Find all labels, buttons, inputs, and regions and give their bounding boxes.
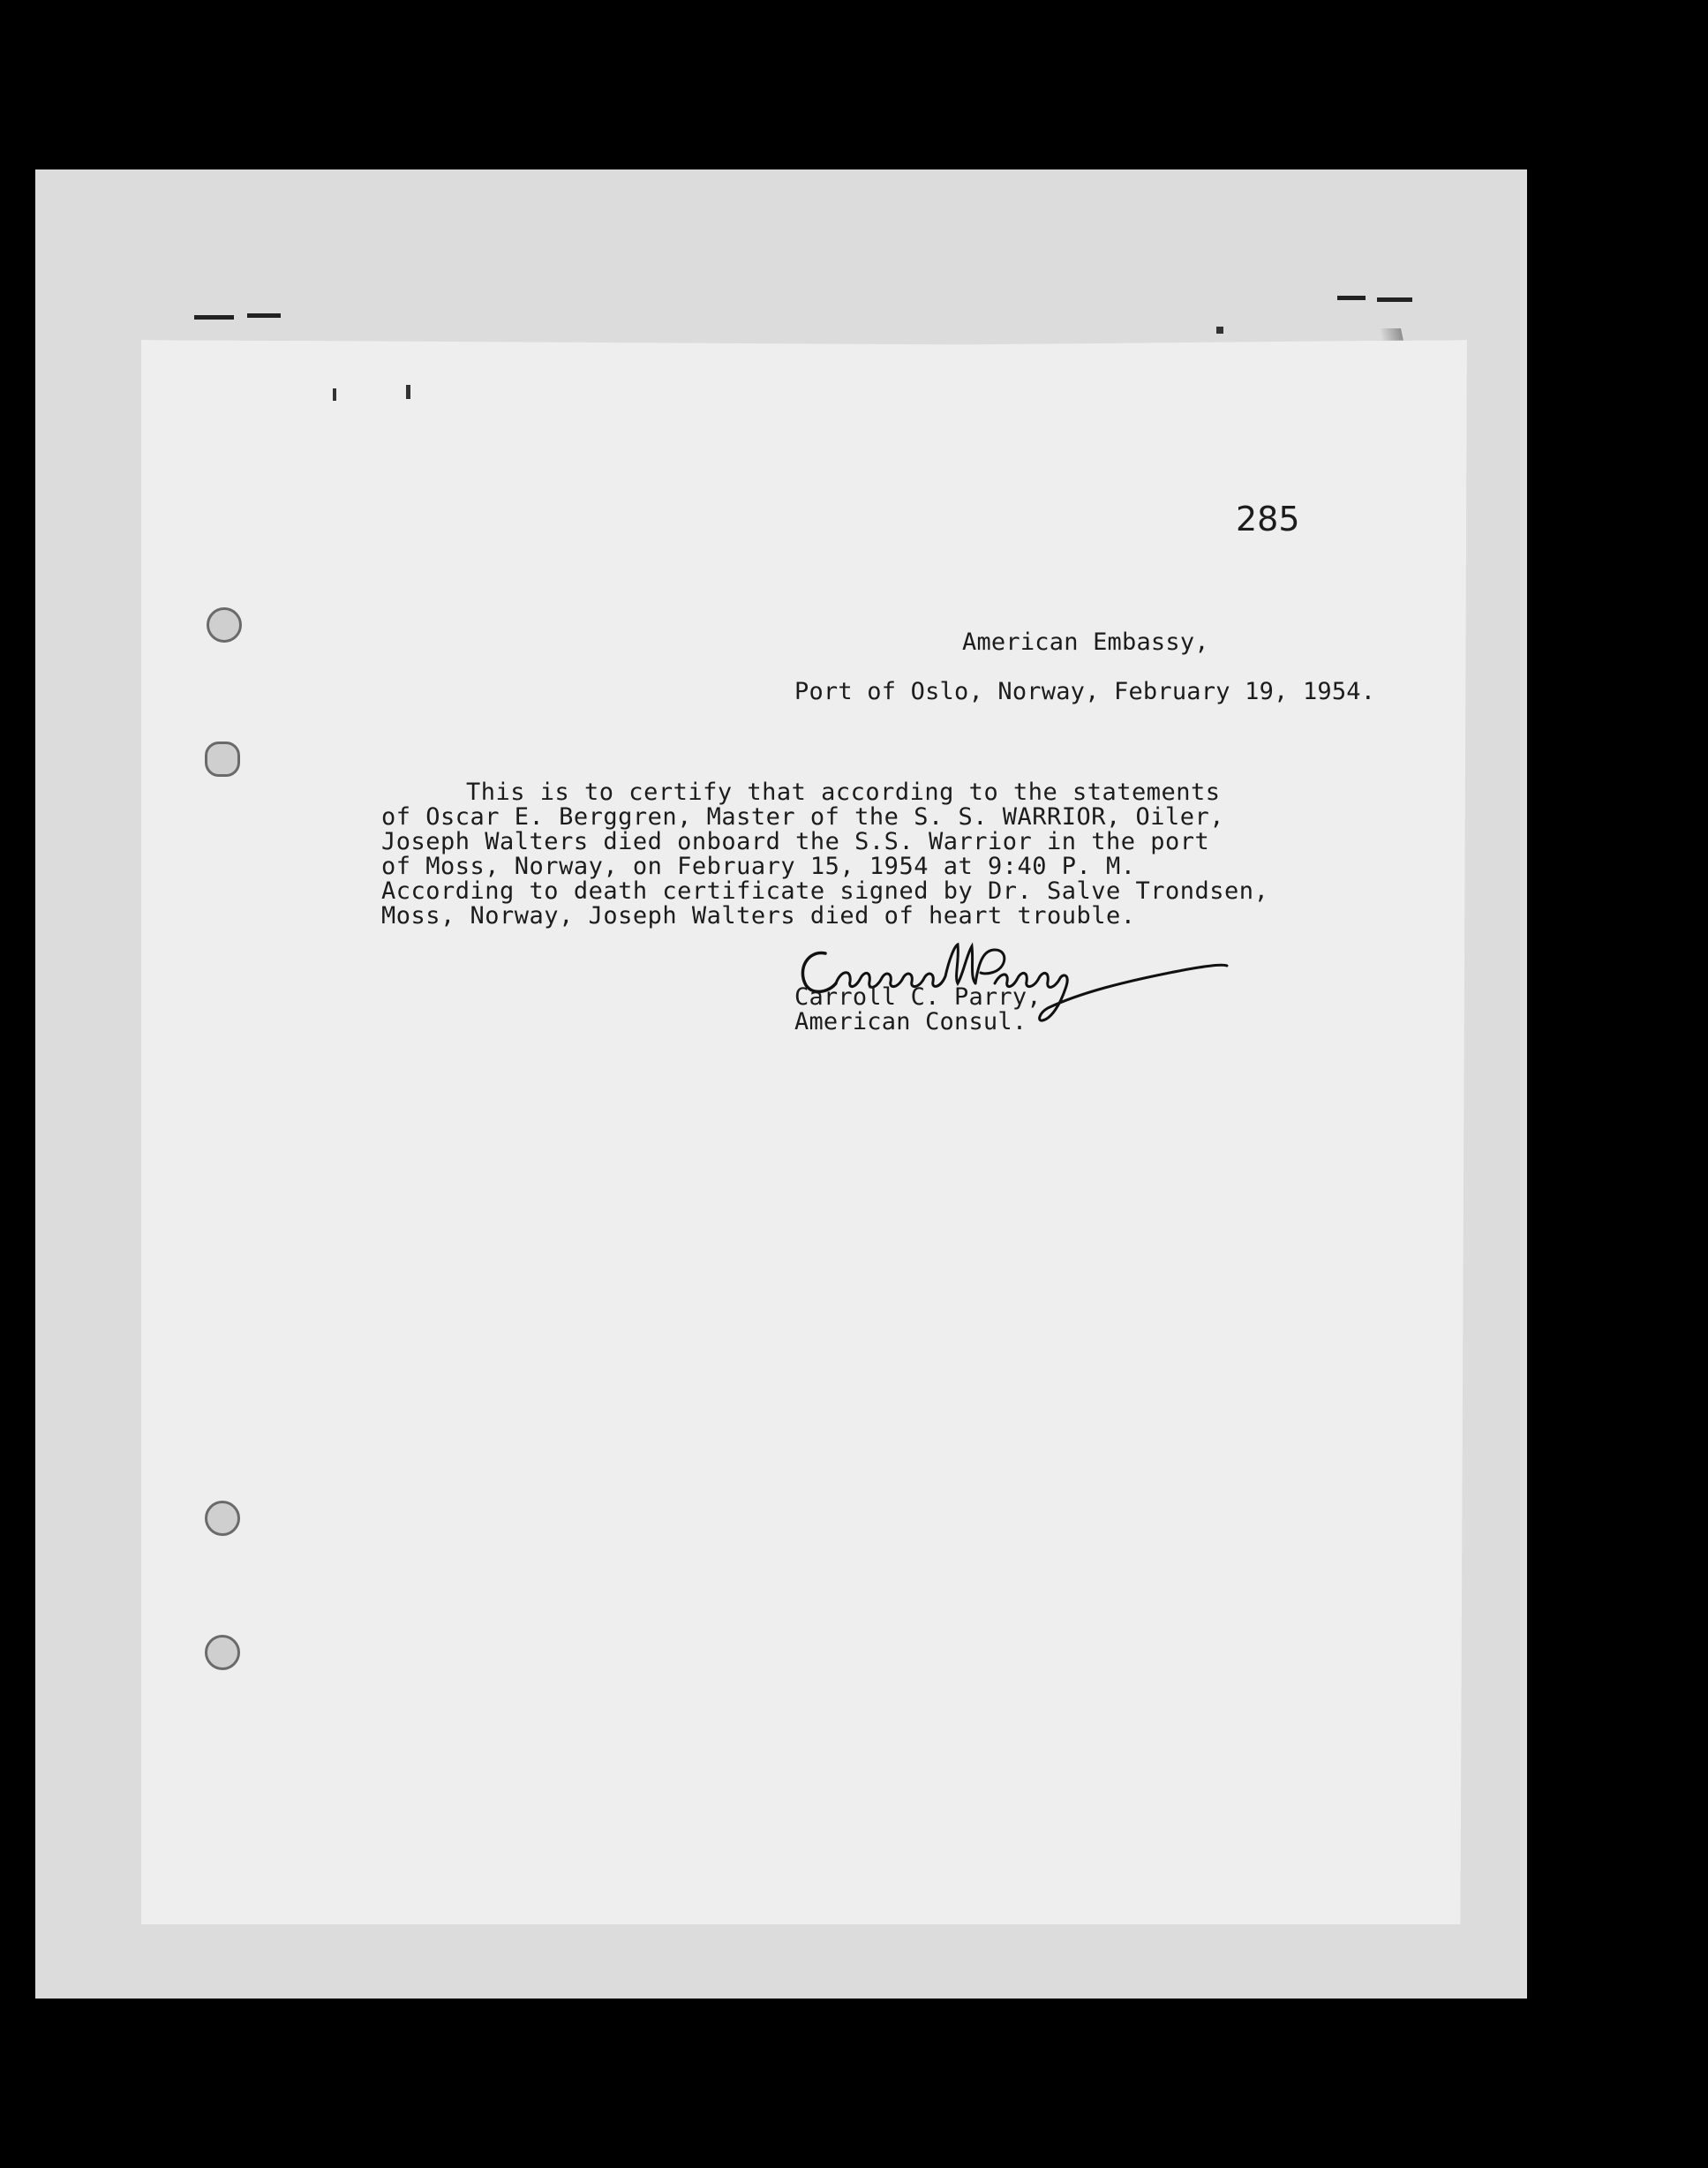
place-date-line: Port of Oslo, Norway, February 19, 1954. bbox=[794, 678, 1376, 705]
body-line-4: of Moss, Norway, on February 15, 1954 at 9:40 P. M. bbox=[381, 853, 1136, 880]
punch-hole-third bbox=[205, 1501, 240, 1536]
body-line-2: of Oscar E. Berggren, Master of the S. S. WARRIOR, Oiler, bbox=[381, 803, 1225, 831]
signatory-title: American Consul. bbox=[794, 1008, 1027, 1035]
embassy-heading: American Embassy, bbox=[962, 629, 1209, 656]
page-number: 285 bbox=[1236, 500, 1300, 538]
body-line-6: Moss, Norway, Joseph Walters died of heart trouble. bbox=[381, 902, 1136, 930]
staple-mark-left bbox=[194, 315, 234, 320]
ink-speck bbox=[333, 388, 336, 401]
ink-speck bbox=[406, 385, 410, 399]
punch-hole-second bbox=[205, 741, 240, 777]
body-line-3: Joseph Walters died onboard the S.S. Warrior in the port bbox=[381, 828, 1210, 855]
staple-mark-right-2 bbox=[1377, 297, 1412, 302]
letter-sheet bbox=[141, 340, 1467, 1924]
staple-mark-left-2 bbox=[247, 313, 281, 318]
signatory-name: Carroll C. Parry, bbox=[794, 983, 1042, 1011]
punch-hole-bottom bbox=[205, 1635, 240, 1670]
ink-speck bbox=[1216, 327, 1223, 334]
body-line-1: This is to certify that according to the statements bbox=[466, 779, 1221, 806]
staple-mark-right bbox=[1337, 296, 1366, 300]
body-line-5: According to death certificate signed by Dr. Salve Trondsen, bbox=[381, 877, 1269, 905]
punch-hole-top bbox=[207, 607, 242, 643]
